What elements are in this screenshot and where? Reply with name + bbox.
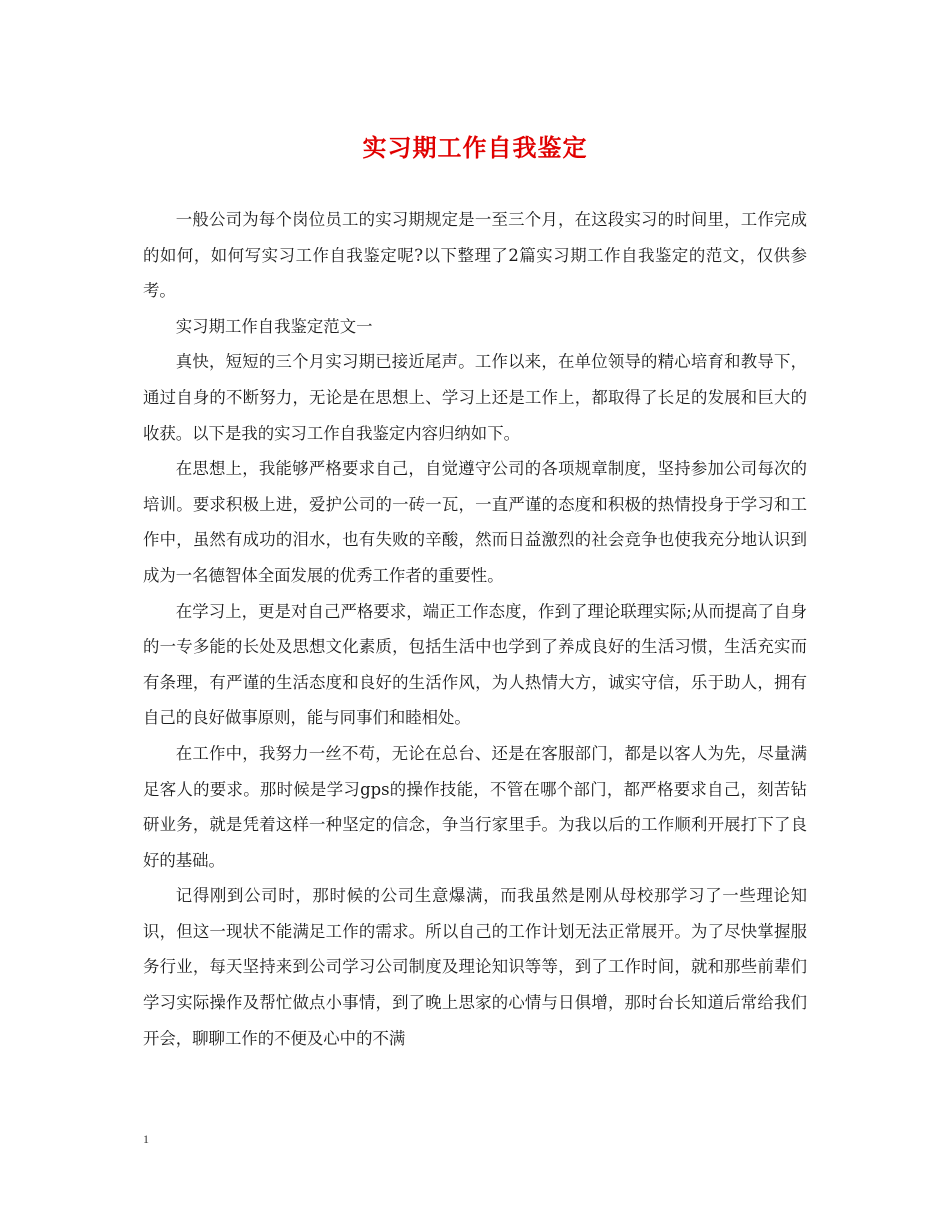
paragraph-section-heading: 实习期工作自我鉴定范文一 bbox=[175, 316, 373, 336]
paragraph-work: 在工作中，我努力一丝不苟，无论在总台、还是在客服部门，都是以客人为先，尽量满足客人的要求。那时候是学习gps的操作技能，不管在哪个部门，都严格要求自己，刻苦钻研业务，就是凭着这样一种坚定的信念，争当行家里手。为我以后的工作顺利开展打下了良好的基础。 bbox=[143, 743, 807, 870]
paragraph-thought: 在思想上，我能够严格要求自己，自觉遵守公司的各项规章制度，坚持参加公司每次的培训。要求积极上进，爱护公司的一砖一瓦，一直严谨的态度和积极的热情投身于学习和工作中，虽然有成功的泪水，也有失败的辛酸，然而日益激烈的社会竞争也使我充分地认识到成为一名德智体全面发展的优秀工作者的重要性。 bbox=[143, 459, 807, 585]
document-body bbox=[143, 202, 807, 1056]
paragraph-memory: 记得刚到公司时，那时候的公司生意爆满，而我虽然是刚从母校那学习了一些理论知识，但这一现状不能满足工作的需求。所以自己的工作计划无法正常展开。为了尽快掌握服务行业，每天坚持来到公司学习公司制度及理论知识等等，到了工作时间，就和那些前辈们学习实际操作及帮忙做点小事情，到了晚上思家的心情与日俱增，那时台长知道后常给我们开会，聊聊工作的不便及心中的不满 bbox=[143, 886, 807, 1048]
page-number: 1 bbox=[143, 1132, 149, 1146]
paragraph-opening: 真快，短短的三个月实习期已接近尾声。工作以来，在单位领导的精心培育和教导下，通过自身的不断努力，无论是在思想上、学习上还是工作上，都取得了长足的发展和巨大的收获。以下是我的实习工作自我鉴定内容归纳如下。 bbox=[143, 352, 807, 443]
document-title: 实习期工作自我鉴定 bbox=[362, 133, 588, 162]
paragraph-study: 在学习上，更是对自己严格要求，端正工作态度，作到了理论联理实际;从而提高了自身的一专多能的长处及思想文化素质，包括生活中也学到了养成良好的生活习惯，生活充实而有条理，有严谨的生活态度和良好的生活作风，为人热情大方，诚实守信，乐于助人，拥有自己的良好做事原则，能与同事们和睦相处。 bbox=[143, 601, 807, 728]
paragraph-intro: 一般公司为每个岗位员工的实习期规定是一至三个月，在这段实习的时间里，工作完成的如何，如何写实习工作自我鉴定呢?以下整理了2篇实习期工作自我鉴定的范文，仅供参考。 bbox=[143, 210, 807, 301]
